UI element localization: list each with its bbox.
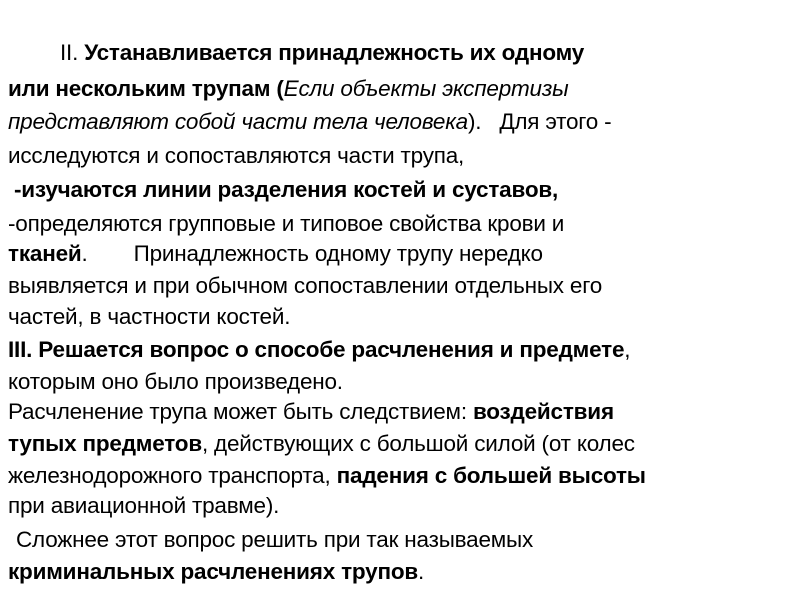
section3-heading: III. Решается вопрос о способе расчленения и предмете xyxy=(8,337,625,362)
section3-heading-cont-line xyxy=(8,368,343,396)
section2-note-line xyxy=(8,108,611,136)
section3-p1-line3 xyxy=(8,462,646,490)
section2-note-close: ). xyxy=(467,109,482,134)
section2-item2-line xyxy=(8,176,558,204)
section2-note-part1: Если объекты экспертизы xyxy=(283,76,569,101)
section3-p1-line4 xyxy=(8,492,279,520)
section2-heading-line1 xyxy=(8,39,584,67)
section2-item3-dot: . xyxy=(81,241,88,266)
section3-p1-line2 xyxy=(8,430,635,458)
section3-heading-comma: , xyxy=(624,337,631,362)
section3-p1-bold3: падения с большей высоты xyxy=(336,463,646,488)
section3-p2-line2 xyxy=(8,558,424,586)
section2-item1: исследуются и сопоставляются части трупа, xyxy=(8,143,465,168)
section2-remark-part3: частей, в частности костей. xyxy=(8,304,291,329)
section2-item2: -изучаются линии разделения костей и суставов, xyxy=(14,177,559,202)
section2-remark-line2 xyxy=(8,272,602,300)
section3-p2-dot: . xyxy=(418,559,425,584)
section3-p1-part2: , действующих с большой силой (от колес xyxy=(201,431,635,456)
section3-p1-bold2: тупых предметов xyxy=(8,431,202,456)
section2-heading-part2: или нескольким трупам ( xyxy=(8,76,284,101)
section2-item3-end-line xyxy=(8,240,543,268)
section2-item3-line xyxy=(8,210,564,238)
section2-numeral: II. xyxy=(60,40,79,65)
section3-p1-part4: при авиационной травме). xyxy=(8,493,280,518)
section3-p1-part1: Расчленение трупа может быть следствием: xyxy=(8,399,467,424)
section3-p1-bold1: воздействия xyxy=(472,399,614,424)
section3-p2-bold: криминальных расчленениях трупов xyxy=(8,559,419,584)
section3-p2-part1: Сложнее этот вопрос решить при так называемых xyxy=(16,527,534,552)
section2-remark-part2: выявляется и при обычном сопоставлении отдельных его xyxy=(8,273,603,298)
section2-note-part2: представляют собой части тела человека xyxy=(8,109,468,134)
section3-p1-line1 xyxy=(8,398,614,426)
section2-item3-end: тканей xyxy=(8,241,82,266)
section3-heading-line xyxy=(8,336,630,364)
section3-p2-line1 xyxy=(8,526,533,554)
section2-item3: -определяются групповые и типовое свойства крови и xyxy=(8,211,565,236)
section2-remark-line3 xyxy=(8,303,290,331)
section2-remark-part1: Принадлежность одному трупу нередко xyxy=(133,241,543,266)
section2-heading-part1: Устанавливается принадлежность их одному xyxy=(84,40,585,65)
section2-item1-line xyxy=(8,142,464,170)
section2-heading-line2 xyxy=(8,75,569,103)
section3-heading-cont: которым оно было произведено. xyxy=(8,369,343,394)
section2-intro: Для этого - xyxy=(499,109,612,134)
section3-p1-part3: железнодорожного транспорта, xyxy=(8,463,331,488)
